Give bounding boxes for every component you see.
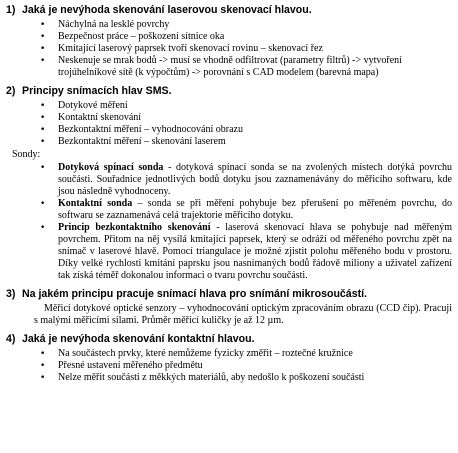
sondy-list <box>6 162 452 282</box>
list-item: • Dotykové měření <box>6 100 452 112</box>
question-4-title: Jaká je nevýhoda skenování kontaktní hlavou. <box>22 333 255 345</box>
list-item: • Kontaktní skenování <box>6 112 452 124</box>
question-2-list <box>6 100 452 148</box>
sonda-item <box>6 162 452 198</box>
list-item: • Bezpečnost práce – poškození sítnice oka <box>6 31 452 43</box>
sonda-term: Dotyková spínací sonda <box>58 162 164 173</box>
list-item: • Kmitající laserový paprsek tvoří skenovací rovinu – skenovací řez <box>6 43 452 55</box>
question-1-number: 1) <box>6 4 16 16</box>
question-2-title: Principy snímacích hlav SMS. <box>22 85 172 97</box>
list-item: • Bezkontaktní měření – skenování laserem <box>6 136 452 148</box>
list-item: • Bezkontaktní měření – vyhodnocování obrazu <box>6 124 452 136</box>
question-1-list <box>6 19 452 79</box>
question-4-heading <box>6 333 452 346</box>
question-2-number: 2) <box>6 85 16 97</box>
sonda-term: Kontaktní sonda <box>58 198 133 209</box>
list-item: • Neskenuje se mrak bodů -> musí se vhodně odfiltrovat (parametry filtrů) -> vytvoření trojúhelníkové sítě (k výpočtům) -> porovnání s CAD modelem (barevná mapa) <box>6 55 452 79</box>
sonda-item <box>6 222 452 282</box>
question-2-heading <box>6 85 452 98</box>
question-3-title: Na jakém principu pracuje snímací hlava pro snímání mikrosoučástí. <box>22 288 368 300</box>
question-4-number: 4) <box>6 333 16 345</box>
sondy-label: Sondy: <box>12 149 41 160</box>
list-item: • Nelze měřit součásti z měkkých materiálů, aby nedošlo k poškození součásti <box>6 372 452 384</box>
question-4-list <box>6 348 452 384</box>
sonda-item <box>6 198 452 222</box>
sonda-text: - dotyková spínací sonda se na zvolených místech dotýká povrchu součásti. Souřadnice jednotlivých bodů dotyku jsou zaznamenávány do měřicího softwaru, kde jsou následně vyhodnoceny. <box>58 162 452 197</box>
sonda-text: – sonda se při měření pohybuje bez přerušení po měřeném povrchu, do softwaru se zaznamenává celá trajektorie měřicího dotyku. <box>58 198 452 221</box>
list-item: • Přesné ustavení měřeného předmětu <box>6 360 452 372</box>
question-3-answer: Měřicí dotykové optické senzory – vyhodnocování optickým zpracováním obrazu (CCD čip). Pracuji s malými měřicími silami. Průměr měřicí kuličky je až 12 µm. <box>34 303 452 326</box>
sonda-term: Princip bezkontaktního skenování <box>58 222 211 233</box>
question-3-heading <box>6 288 452 301</box>
question-3-number: 3) <box>6 288 16 300</box>
list-item: • Náchylná na lesklé povrchy <box>6 19 452 31</box>
sonda-text: - laserová skenovací hlava se pohybuje nad měřeným povrchem. Přitom na něj vysílá kmitající paprsek, který se odráží od měřeného povrchu zpět na snímač v laserové hlavě. Pomocí triangulace je možné zjistit polohu měřeného bodu v prostoru. Díky velké rychlosti kmitání paprsku jsou nasnímaných bodů řádově miliony a uživatel zařízení tak získá téměř dokonalou informaci o tvaru povrchu součásti. <box>58 222 452 281</box>
list-item: • Na součástech prvky, které nemůžeme fyzicky změřit – roztečné kružnice <box>6 348 452 360</box>
question-1-title: Jaká je nevýhoda skenování laserovou skenovací hlavou. <box>22 4 312 16</box>
question-1-heading <box>6 4 452 17</box>
